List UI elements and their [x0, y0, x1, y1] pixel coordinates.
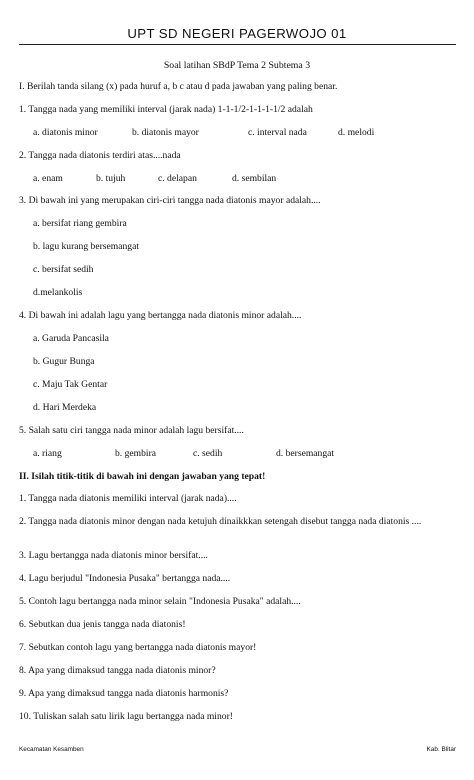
question-4: 4. Di bawah ini adalah lagu yang bertangga nada diatonis minor adalah....: [19, 310, 302, 321]
option-a: a. bersifat riang gembira: [33, 218, 127, 229]
option-d: d. melodi: [338, 127, 375, 138]
option-b: b. Gugur Bunga: [33, 356, 95, 367]
option-b: b. tujuh: [96, 173, 126, 184]
option-a: a. Garuda Pancasila: [33, 333, 109, 344]
option-a: a. diatonis minor: [33, 127, 98, 138]
option-c: c. delapan: [158, 173, 197, 184]
option-b: b. diatonis mayor: [132, 127, 199, 138]
school-header: UPT SD NEGERI PAGERWOJO 01: [127, 26, 347, 41]
footer-left: Kecamatan Kesamben: [19, 746, 84, 753]
section2-instruction: II. Isilah titik-titik di bawah ini dengan jawaban yang tepat!: [19, 471, 266, 482]
essay-item-10: 10. Tuliskan salah satu lirik lagu bertangga nada minor!: [19, 711, 233, 722]
worksheet-subtitle: Soal latihan SBdP Tema 2 Subtema 3: [163, 60, 311, 71]
option-a: a. enam: [33, 173, 63, 184]
option-d: d. sembilan: [232, 173, 277, 184]
option-d: d. Hari Merdeka: [33, 402, 97, 413]
essay-item-8: 8. Apa yang dimaksud tangga nada diatonis minor?: [19, 665, 216, 676]
option-c: c. bersifat sedih: [33, 264, 94, 275]
option-c: c. interval nada: [248, 127, 307, 138]
essay-item-7: 7. Sebutkan contoh lagu yang bertangga nada diatonis mayor!: [19, 642, 257, 653]
essay-item-6: 6. Sebutkan dua jenis tangga nada diatonis!: [19, 619, 186, 630]
question-3: 3. Di bawah ini yang merupakan ciri-ciri tangga nada diatonis mayor adalah....: [19, 195, 321, 206]
essay-item-2: 2. Tangga nada diatonis minor dengan nada ketujuh dinaikkkan setengah disebut tangga nada diatonis ....: [19, 516, 422, 527]
footer-right: Kab. Blitar: [426, 746, 456, 753]
option-c: c. sedih: [193, 448, 223, 459]
question-1: 1. Tangga nada yang memiliki interval (jarak nada) 1-1-1/2-1-1-1-1/2 adalah: [19, 104, 313, 115]
option-d: d.melankolis: [33, 287, 83, 298]
section1-instruction: I. Berilah tanda silang (x) pada huruf a, b c atau d pada jawaban yang paling benar.: [19, 81, 338, 92]
header-divider: [19, 44, 456, 45]
essay-item-4: 4. Lagu berjudul "Indonesia Pusaka" bertangga nada....: [19, 573, 231, 584]
option-c: c. Maju Tak Gentar: [33, 379, 108, 390]
question-2: 2. Tangga nada diatonis terdiri atas....nada: [19, 150, 181, 161]
essay-item-9: 9. Apa yang dimaksud tangga nada diatonis harmonis?: [19, 688, 229, 699]
option-a: a. riang: [33, 448, 62, 459]
option-d: d. bersemangat: [276, 448, 335, 459]
question-5: 5. Salah satu ciri tangga nada minor adalah lagu bersifat....: [19, 425, 244, 436]
option-b: b. lagu kurang bersemangat: [33, 241, 140, 252]
essay-item-1: 1. Tangga nada diatonis memiliki interval (jarak nada)....: [19, 493, 237, 504]
option-b: b. gembira: [115, 448, 157, 459]
essay-item-5: 5. Contoh lagu bertangga nada minor selain "Indonesia Pusaka" adalah....: [19, 596, 301, 607]
essay-item-3: 3. Lagu bertangga nada diatonis minor bersifat....: [19, 550, 208, 561]
